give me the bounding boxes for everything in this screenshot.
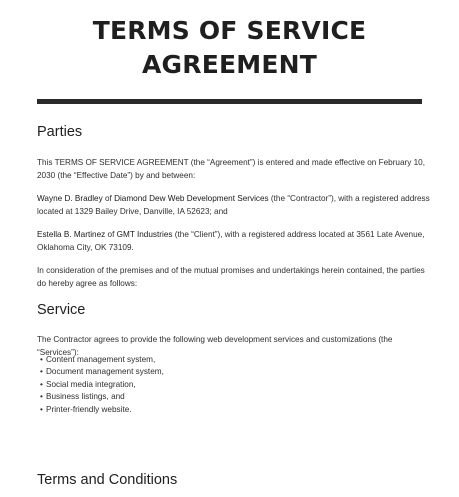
document-title xyxy=(0,14,459,82)
service-list-item: • Social media integration, xyxy=(40,379,164,391)
service-list-item: • Document management system, xyxy=(40,366,164,378)
service-list xyxy=(40,354,164,416)
parties-heading: Parties xyxy=(37,124,83,140)
consideration-paragraph: In consideration of the premises and of the mutual promises and undertakings herein contained, the parties do hereby agree as follows: xyxy=(37,266,425,288)
client-of: of xyxy=(105,230,117,239)
contractor-paragraph xyxy=(37,193,432,218)
service-list-item: • Printer-friendly website. xyxy=(40,404,164,416)
contractor-name: Wayne D. Bradley xyxy=(37,194,103,203)
parties-intro-paragraph: This TERMS OF SERVICE AGREEMENT (the “Agreement”) is entered and made effective on February 10, 2030 (the “Effective Date”) by and between: xyxy=(37,158,426,180)
contractor-details: (the “Contractor”), with a registered address located at 1329 Bailey Drive, Danville, IA 52623; and xyxy=(37,194,430,216)
title-divider xyxy=(37,99,422,104)
client-paragraph xyxy=(37,229,432,254)
document-title-line-1: TERMS OF SERVICE xyxy=(92,16,367,45)
client-company: GMT Industries xyxy=(116,230,173,239)
document-title-line-2: AGREEMENT xyxy=(141,50,317,79)
service-list-item: • Content management system, xyxy=(40,354,164,366)
terms-heading: Terms and Conditions xyxy=(37,472,178,488)
service-list-item: • Business listings, and xyxy=(40,391,164,403)
service-heading: Service xyxy=(37,302,86,318)
contractor-of: of xyxy=(102,194,115,203)
client-details: (the “Client”), with a registered address located at 3561 Late Avenue, Oklahoma City, OK 73109. xyxy=(37,230,425,252)
contractor-company: Diamond Dew Web Development Services xyxy=(114,194,269,203)
service-intro-paragraph: The Contractor agrees to provide the following web development services and customizations (the “Services”): xyxy=(37,335,393,357)
client-name: Estella B. Martinez xyxy=(37,230,106,239)
